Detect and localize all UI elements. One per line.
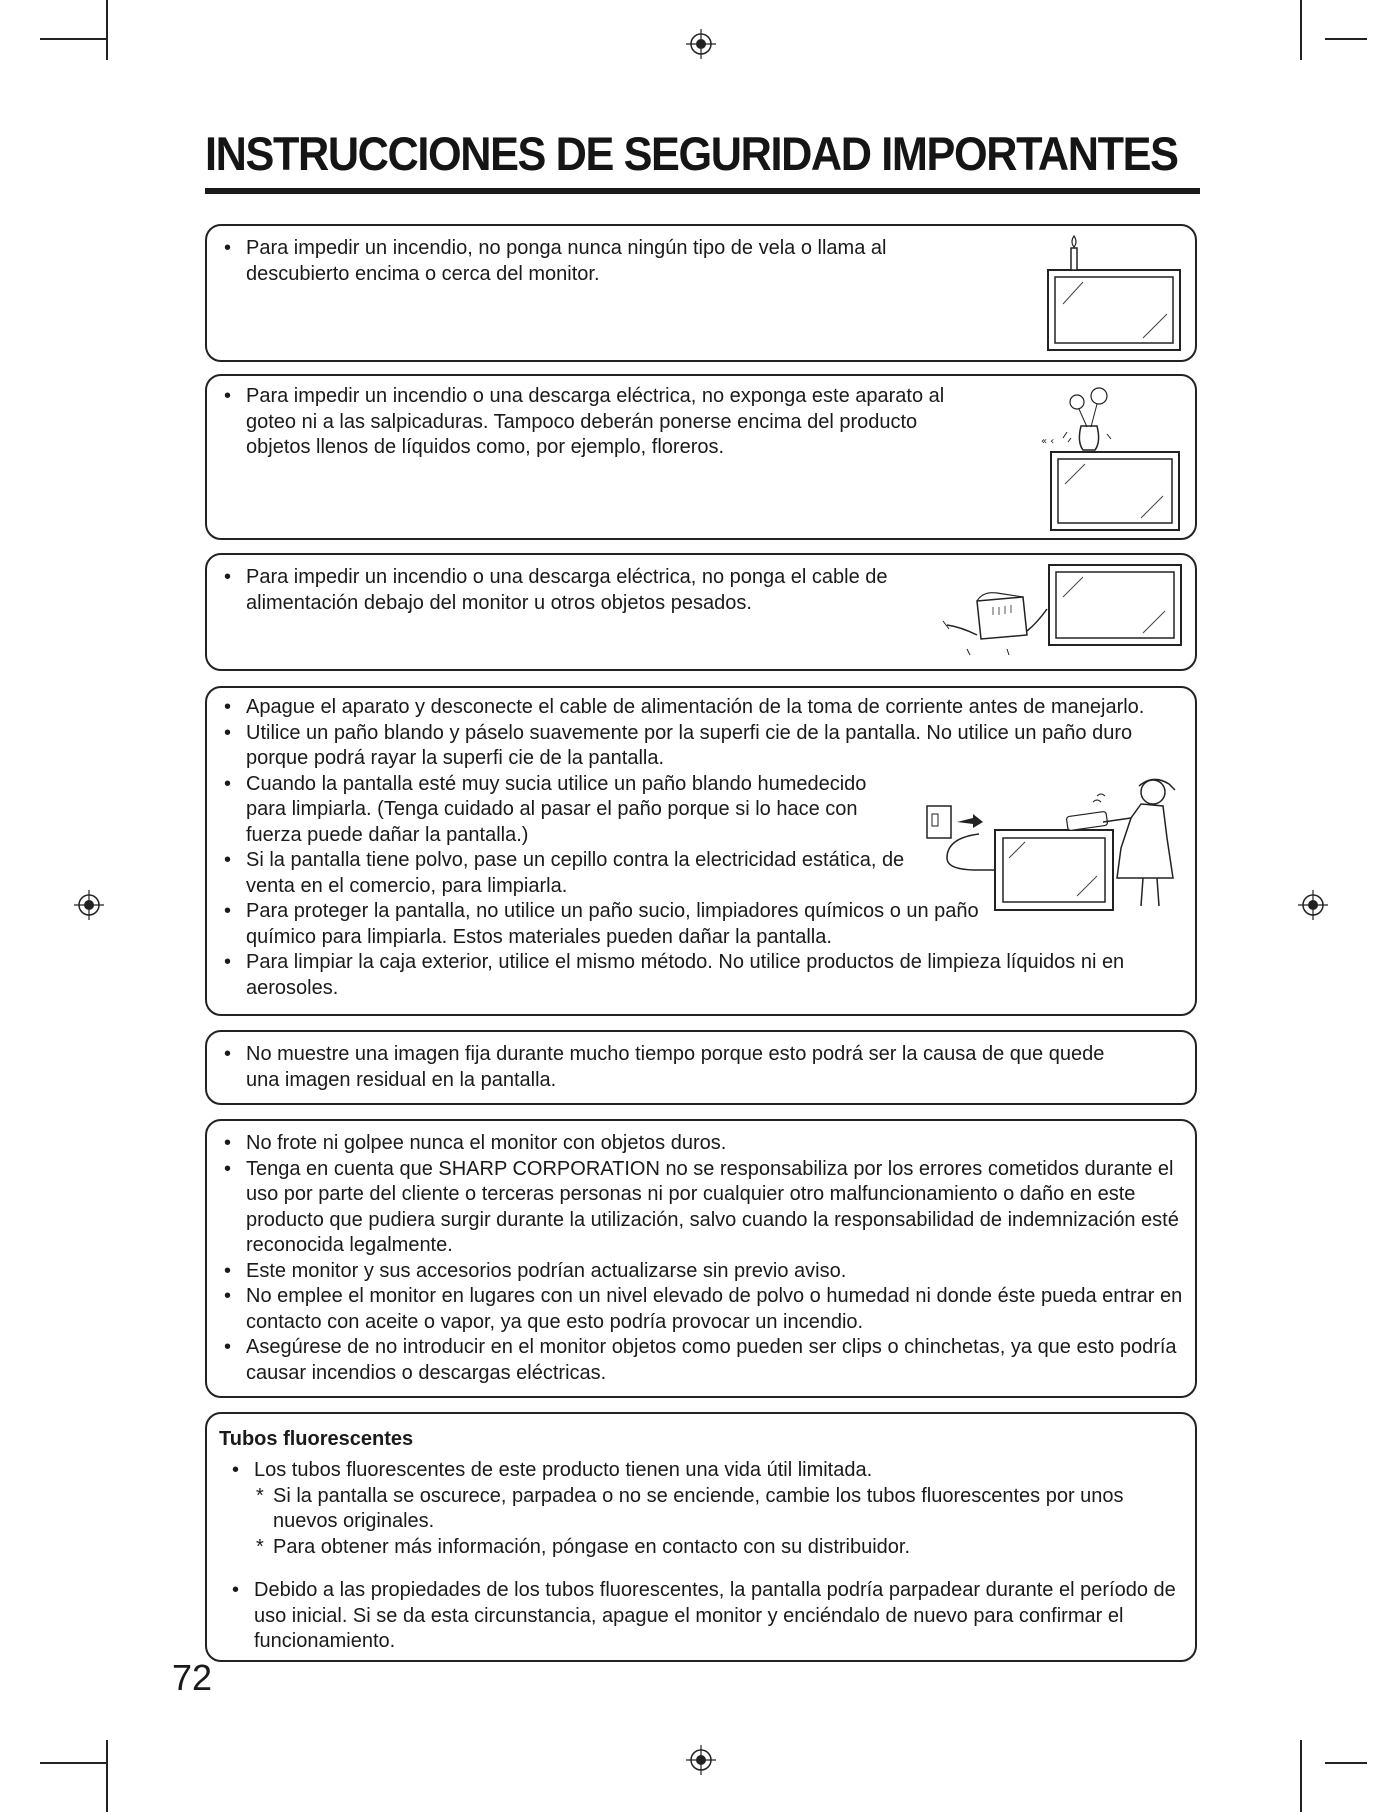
crop-mark: [106, 0, 108, 60]
safety-list: [215, 565, 935, 616]
safety-list: [215, 236, 935, 287]
cleaning-monitor-icon: [917, 778, 1187, 918]
list-item: • Para impedir un incendio, no ponga nunca ningún tipo de vela o llama al descubierto encima o cerca del monitor.: [215, 236, 935, 287]
list-item: • Si la pantalla tiene polvo, pase un cepillo contra la electricidad estática, de venta en el comercio, para limpiarla.: [215, 848, 936, 899]
safety-box-general: [205, 1119, 1197, 1398]
vase-on-monitor-icon: [1033, 382, 1183, 532]
list-item-text: Los tubos fluorescentes de este producto tienen una vida útil limitada.: [254, 1459, 873, 1481]
list-item: • Asegúrese de no introducir en el monitor objetos como pueden ser clips o chinchetas, ya que esto podría causar incendios o descargas eléctricas.: [215, 1335, 1185, 1386]
registration-mark-icon: [686, 1745, 716, 1775]
list-item: • Cuando la pantalla esté muy sucia utilice un paño blando humedecido para limpiarla. (Tenga cuidado al pasar el paño porque si lo hace con fuerza puede dañar la pantalla.): [215, 772, 886, 849]
page-title: INSTRUCCIONES DE SEGURIDAD IMPORTANTES: [205, 127, 1178, 180]
crop-mark: [40, 1762, 106, 1764]
note-item: * Para obtener más información, póngase en contacto con su distribuidor.: [254, 1535, 1183, 1561]
safety-box-fluorescent-tubes: [205, 1412, 1197, 1662]
crop-mark: [106, 1740, 108, 1812]
crop-mark: [40, 38, 106, 40]
cable-under-weight-icon: [937, 563, 1187, 663]
note-item: * Si la pantalla se oscurece, parpadea o no se enciende, cambie los tubos fluorescentes por unos nuevos originales.: [254, 1484, 1183, 1535]
svg-text:« ‹: « ‹: [1041, 436, 1055, 447]
list-item: • No emplee el monitor en lugares con un nivel elevado de polvo o humedad ni donde éste pueda entrar en contacto con aceite o vapor, ya que esto podría provocar un incendio.: [215, 1284, 1185, 1335]
list-item: • Este monitor y sus accesorios podrían actualizarse sin previo aviso.: [215, 1259, 1185, 1285]
registration-mark-icon: [1298, 890, 1328, 920]
title-underline: [205, 188, 1200, 194]
safety-list: [223, 1458, 1183, 1655]
registration-mark-icon: [686, 29, 716, 59]
safety-box-cable: [205, 553, 1197, 671]
safety-box-liquids: [205, 374, 1197, 540]
page-number: 72: [172, 1657, 213, 1698]
note-list: [254, 1484, 1183, 1561]
list-item: • Debido a las propiedades de los tubos fluorescentes, la pantalla podría parpadear durante el período de uso inicial. Si se da esta circunstancia, apague el monitor y enciéndalo de nuevo para confirmar el funcionamiento.: [223, 1578, 1183, 1655]
crop-mark: [1300, 1740, 1302, 1812]
list-item: • Para impedir un incendio o una descarga eléctrica, no exponga este aparato al goteo ni a las salpicaduras. Tampoco deberán ponerse encima del producto objetos llenos de líquidos como, por ejemplo, floreros.: [215, 384, 975, 461]
list-item: • Para impedir un incendio o una descarga eléctrica, no ponga el cable de alimentación debajo del monitor u otros objetos pesados.: [215, 565, 935, 616]
list-item: [223, 1458, 1183, 1560]
safety-box-cleaning: [205, 686, 1197, 1016]
list-item: • Apague el aparato y desconecte el cable de alimentación de la toma de corriente antes de manejarlo.: [215, 695, 1185, 721]
safety-box-candle: [205, 224, 1197, 362]
list-item: • Utilice un paño blando y páselo suavemente por la superfi cie de la pantalla. No utilice un paño duro porque podrá rayar la superfi cie de la pantalla.: [215, 721, 1185, 772]
candle-on-monitor-icon: [1043, 234, 1183, 354]
registration-mark-icon: [74, 890, 104, 920]
safety-list: [215, 384, 975, 461]
crop-mark: [1300, 0, 1302, 60]
crop-mark: [1325, 38, 1367, 40]
list-item: • Tenga en cuenta que SHARP CORPORATION no se responsabiliza por los errores cometidos durante el uso por parte del cliente o terceras personas ni por cualquier otro malfuncionamiento o daño en este producto que pudiera surgir durante la utilización, salvo cuando la responsabilidad de indemnización esté reconocida legalmente.: [215, 1157, 1185, 1259]
safety-list: [215, 1131, 1185, 1386]
list-item: • Para limpiar la caja exterior, utilice el mismo método. No utilice productos de limpieza líquidos ni en aerosoles.: [215, 950, 1185, 1001]
safety-list: [215, 1042, 1115, 1093]
section-heading: Tubos fluorescentes: [219, 1428, 414, 1450]
safety-box-image-retention: [205, 1030, 1197, 1105]
list-item: • Para proteger la pantalla, no utilice un paño sucio, limpiadores químicos o un paño químico para limpiarla. Estos materiales pueden dañar la pantalla.: [215, 899, 1006, 950]
crop-mark: [1325, 1762, 1367, 1764]
list-item: • No frote ni golpee nunca el monitor con objetos duros.: [215, 1131, 1185, 1157]
list-item: • No muestre una imagen fija durante mucho tiempo porque esto podrá ser la causa de que quede una imagen residual en la pantalla.: [215, 1042, 1115, 1093]
